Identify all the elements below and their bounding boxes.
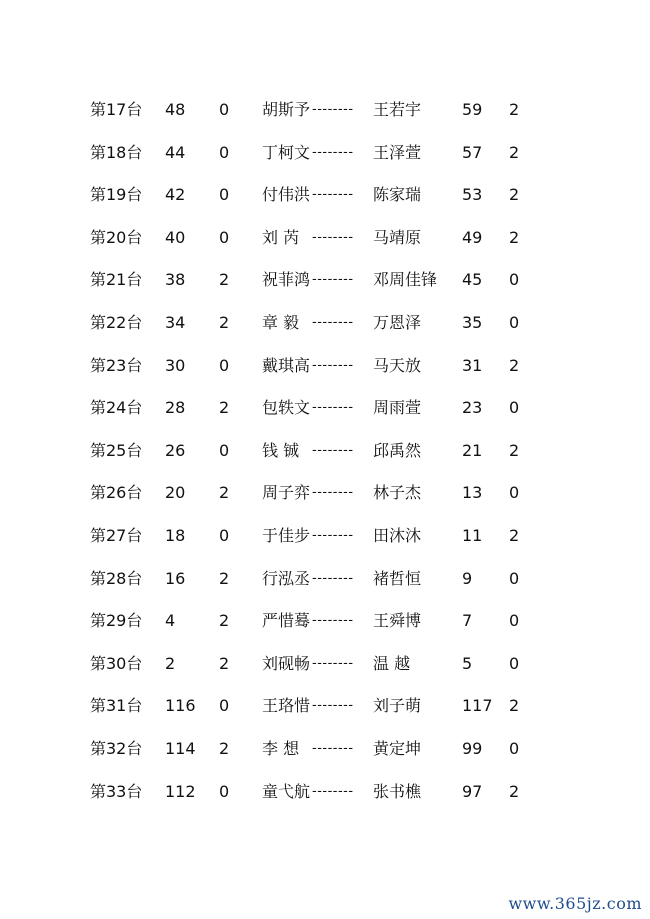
player-b-score: 31 <box>462 355 483 375</box>
player-b-points: 0 <box>509 483 520 503</box>
vs-separator: -------- <box>312 783 354 799</box>
pairing-row <box>0 353 650 379</box>
player-a-name: 行泓丞 <box>262 568 311 588</box>
pairing-row <box>0 566 650 592</box>
player-a-score: 114 <box>165 739 196 758</box>
player-b-score: 9 <box>462 568 473 588</box>
player-b-score: 5 <box>462 653 473 673</box>
pairing-row <box>0 480 650 506</box>
player-b-name: 马天放 <box>373 355 422 375</box>
pairing-row <box>0 779 650 805</box>
pairing-row <box>0 523 650 549</box>
player-b-points: 0 <box>509 313 520 332</box>
pairing-row <box>0 693 650 719</box>
vs-separator: -------- <box>312 272 354 288</box>
player-a-points: 0 <box>219 185 230 205</box>
player-b-points: 2 <box>509 100 520 119</box>
player-a-points: 0 <box>219 355 230 375</box>
pairing-row <box>0 310 650 336</box>
player-a-score: 4 <box>165 611 176 631</box>
player-b-points: 0 <box>509 568 520 588</box>
player-b-points: 2 <box>509 526 520 545</box>
player-b-points: 2 <box>509 781 520 801</box>
pairing-row <box>0 182 650 208</box>
player-b-points: 2 <box>509 696 520 716</box>
table-number: 第18台 <box>90 142 143 162</box>
player-a-name: 钱 铖 <box>262 440 300 460</box>
pairing-row <box>0 97 650 123</box>
player-a-score: 28 <box>165 398 186 418</box>
player-b-score: 49 <box>462 227 483 247</box>
player-a-points: 0 <box>219 781 230 801</box>
player-b-score: 21 <box>462 440 483 460</box>
player-a-name: 李 想 <box>262 739 300 758</box>
player-a-points: 2 <box>219 568 230 588</box>
player-b-points: 2 <box>509 142 520 162</box>
vs-separator: -------- <box>312 229 354 245</box>
player-b-points: 0 <box>509 739 520 758</box>
player-a-name: 于佳步 <box>262 526 311 545</box>
table-number: 第31台 <box>90 696 143 716</box>
table-number: 第20台 <box>90 227 143 247</box>
player-b-points: 0 <box>509 270 520 290</box>
vs-separator: -------- <box>312 102 354 117</box>
pairing-row <box>0 225 650 251</box>
player-a-name: 严惜蓦 <box>262 611 311 631</box>
pairing-row <box>0 438 650 464</box>
table-number: 第17台 <box>90 100 143 119</box>
player-b-score: 99 <box>462 739 483 758</box>
player-a-points: 2 <box>219 483 230 503</box>
pairing-row <box>0 736 650 762</box>
player-a-score: 112 <box>165 781 196 801</box>
player-a-name: 王珞惜 <box>262 696 311 716</box>
table-number: 第24台 <box>90 398 143 418</box>
player-a-score: 2 <box>165 653 176 673</box>
table-number: 第32台 <box>90 739 143 758</box>
player-a-name: 祝菲鸿 <box>262 270 311 290</box>
player-b-name: 王若宇 <box>373 100 422 119</box>
player-b-name: 周雨萱 <box>373 398 422 418</box>
player-a-points: 2 <box>219 611 230 631</box>
player-b-score: 45 <box>462 270 483 290</box>
player-a-name: 童弋航 <box>262 781 311 801</box>
player-b-name: 温 越 <box>373 653 411 673</box>
player-a-points: 2 <box>219 653 230 673</box>
player-a-score: 116 <box>165 696 196 716</box>
player-b-name: 黄定坤 <box>373 739 422 758</box>
vs-separator: -------- <box>312 187 354 203</box>
table-number: 第25台 <box>90 440 143 460</box>
player-b-name: 刘子萌 <box>373 696 422 716</box>
player-b-score: 23 <box>462 398 483 418</box>
table-number: 第27台 <box>90 526 143 545</box>
player-b-score: 53 <box>462 185 483 205</box>
player-b-name: 林子杰 <box>373 483 422 503</box>
table-number: 第19台 <box>90 185 143 205</box>
player-b-name: 陈家瑞 <box>373 185 422 205</box>
vs-separator: -------- <box>312 741 354 756</box>
player-a-score: 20 <box>165 483 186 503</box>
vs-separator: -------- <box>312 400 354 416</box>
player-a-score: 48 <box>165 100 186 119</box>
player-a-name: 戴琪高 <box>262 355 311 375</box>
vs-separator: -------- <box>312 315 354 330</box>
player-a-score: 30 <box>165 355 186 375</box>
player-b-name: 邓周佳锋 <box>373 270 438 290</box>
table-number: 第26台 <box>90 483 143 503</box>
vs-separator: -------- <box>312 528 354 543</box>
player-a-points: 0 <box>219 440 230 460</box>
player-b-name: 田沐沐 <box>373 526 422 545</box>
player-b-score: 7 <box>462 611 473 631</box>
player-b-points: 2 <box>509 440 520 460</box>
player-a-score: 42 <box>165 185 186 205</box>
player-a-score: 26 <box>165 440 186 460</box>
player-b-points: 2 <box>509 185 520 205</box>
vs-separator: -------- <box>312 655 354 671</box>
vs-separator: -------- <box>312 442 354 458</box>
player-a-name: 周子弈 <box>262 483 311 503</box>
pairing-row <box>0 395 650 421</box>
table-number: 第23台 <box>90 355 143 375</box>
player-a-points: 0 <box>219 142 230 162</box>
player-b-score: 11 <box>462 526 483 545</box>
pairing-row <box>0 651 650 677</box>
vs-separator: -------- <box>312 144 354 160</box>
vs-separator: -------- <box>312 357 354 373</box>
player-b-points: 2 <box>509 227 520 247</box>
player-a-points: 0 <box>219 696 230 716</box>
player-a-name: 刘 芮 <box>262 227 300 247</box>
player-b-score: 59 <box>462 100 483 119</box>
player-a-name: 胡斯予 <box>262 100 311 119</box>
player-a-name: 付伟洪 <box>262 185 311 205</box>
player-b-name: 邱禹然 <box>373 440 422 460</box>
player-a-points: 0 <box>219 526 230 545</box>
player-b-name: 万恩泽 <box>373 313 422 332</box>
pairing-row <box>0 267 650 293</box>
table-number: 第30台 <box>90 653 143 673</box>
player-a-score: 18 <box>165 526 186 545</box>
player-a-points: 0 <box>219 227 230 247</box>
player-b-name: 张书樵 <box>373 781 422 801</box>
table-number: 第21台 <box>90 270 143 290</box>
vs-separator: -------- <box>312 613 354 629</box>
site-watermark: www.365jz.com <box>508 894 642 913</box>
player-b-score: 117 <box>462 696 493 716</box>
player-b-points: 0 <box>509 398 520 418</box>
player-a-points: 2 <box>219 270 230 290</box>
vs-separator: -------- <box>312 570 354 586</box>
player-b-points: 2 <box>509 355 520 375</box>
player-a-name: 包轶文 <box>262 398 311 418</box>
player-b-score: 57 <box>462 142 483 162</box>
table-number: 第33台 <box>90 781 143 801</box>
player-b-score: 35 <box>462 313 483 332</box>
player-a-name: 刘砚畅 <box>262 653 311 673</box>
player-b-points: 0 <box>509 653 520 673</box>
table-number: 第28台 <box>90 568 143 588</box>
player-b-name: 马靖原 <box>373 227 422 247</box>
player-a-name: 章 毅 <box>262 313 300 332</box>
vs-separator: -------- <box>312 698 354 714</box>
player-a-points: 0 <box>219 100 230 119</box>
vs-separator: -------- <box>312 485 354 501</box>
table-number: 第29台 <box>90 611 143 631</box>
player-a-points: 2 <box>219 398 230 418</box>
player-a-points: 2 <box>219 739 230 758</box>
player-a-name: 丁柯文 <box>262 142 311 162</box>
player-b-score: 13 <box>462 483 483 503</box>
player-a-score: 44 <box>165 142 186 162</box>
pairing-row <box>0 608 650 634</box>
player-a-points: 2 <box>219 313 230 332</box>
player-a-score: 40 <box>165 227 186 247</box>
player-b-name: 褚哲恒 <box>373 568 422 588</box>
player-b-score: 97 <box>462 781 483 801</box>
player-b-name: 王舜博 <box>373 611 422 631</box>
player-a-score: 38 <box>165 270 186 290</box>
player-a-score: 16 <box>165 568 186 588</box>
player-a-score: 34 <box>165 313 186 332</box>
player-b-points: 0 <box>509 611 520 631</box>
player-b-name: 王泽萱 <box>373 142 422 162</box>
pairing-row <box>0 140 650 166</box>
table-number: 第22台 <box>90 313 143 332</box>
